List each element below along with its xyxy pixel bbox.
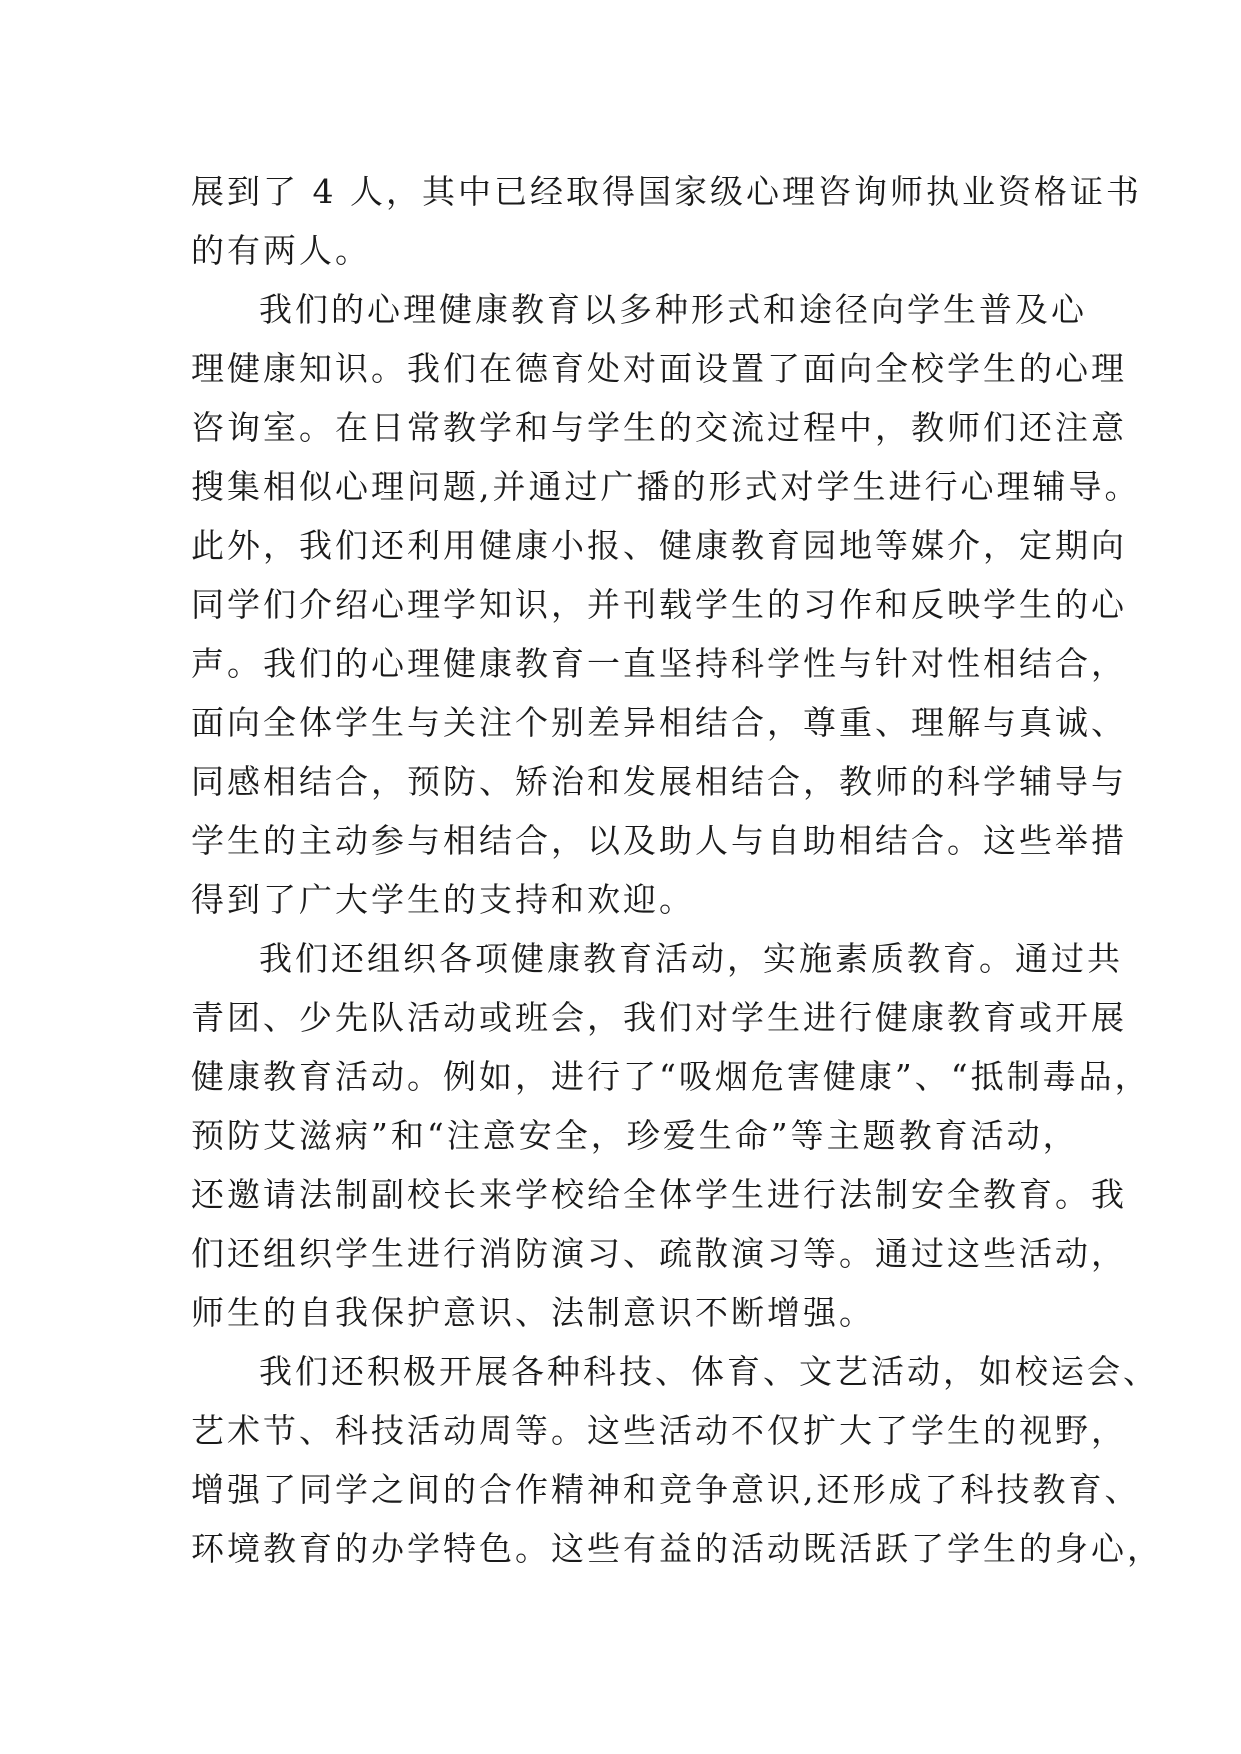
text-line: 得到了广大学生的支持和欢迎。 bbox=[191, 880, 695, 919]
text-line: 展到了 4 人，其中已经取得国家级心理咨询师执业资格证书 bbox=[191, 172, 1142, 211]
text-line: 理健康知识。我们在德育处对面设置了面向全校学生的心理 bbox=[191, 349, 1127, 388]
text-line: 艺术节、科技活动周等。这些活动不仅扩大了学生的视野， bbox=[191, 1411, 1127, 1450]
text-line: 声。我们的心理健康教育一直坚持科学性与针对性相结合， bbox=[191, 644, 1127, 683]
paragraph-4 bbox=[191, 1342, 1163, 1578]
text-line: 的有两人。 bbox=[191, 231, 371, 270]
text-line: 我们还积极开展各种科技、体育、文艺活动，如校运会、 bbox=[259, 1352, 1159, 1391]
text-line: 学生的主动参与相结合，以及助人与自助相结合。这些举措 bbox=[191, 821, 1127, 860]
text-line: 此外，我们还利用健康小报、健康教育园地等媒介，定期向 bbox=[191, 526, 1127, 565]
paragraph-3 bbox=[191, 929, 1151, 1342]
text-line: 搜集相似心理问题,并通过广播的形式对学生进行心理辅导。 bbox=[191, 467, 1141, 506]
text-line: 我们还组织各项健康教育活动，实施素质教育。通过共 bbox=[259, 939, 1123, 978]
text-line: 们还组织学生进行消防演习、疏散演习等。通过这些活动， bbox=[191, 1234, 1127, 1273]
body-text bbox=[191, 162, 1163, 1578]
text-line: 健康教育活动。例如，进行了“吸烟危害健康”、“抵制毒品， bbox=[191, 1057, 1151, 1096]
text-line: 同学们介绍心理学知识，并刊载学生的习作和反映学生的心 bbox=[191, 585, 1127, 624]
text-line: 环境教育的办学特色。这些有益的活动既活跃了学生的身心， bbox=[191, 1529, 1163, 1568]
text-line: 师生的自我保护意识、法制意识不断增强。 bbox=[191, 1293, 875, 1332]
text-line: 同感相结合，预防、矫治和发展相结合，教师的科学辅导与 bbox=[191, 762, 1127, 801]
paragraph-1 bbox=[191, 162, 1142, 280]
text-line: 我们的心理健康教育以多种形式和途径向学生普及心 bbox=[259, 290, 1087, 329]
text-line: 预防艾滋病”和“注意安全，珍爱生命”等主题教育活动， bbox=[191, 1116, 1079, 1155]
text-line: 青团、少先队活动或班会，我们对学生进行健康教育或开展 bbox=[191, 998, 1127, 1037]
text-line: 增强了同学之间的合作精神和竞争意识,还形成了科技教育、 bbox=[191, 1470, 1141, 1509]
text-line: 还邀请法制副校长来学校给全体学生进行法制安全教育。我 bbox=[191, 1175, 1127, 1214]
paragraph-2 bbox=[191, 280, 1141, 929]
text-line: 面向全体学生与关注个别差异相结合，尊重、理解与真诚、 bbox=[191, 703, 1127, 742]
text-line: 咨询室。在日常教学和与学生的交流过程中，教师们还注意 bbox=[191, 408, 1127, 447]
